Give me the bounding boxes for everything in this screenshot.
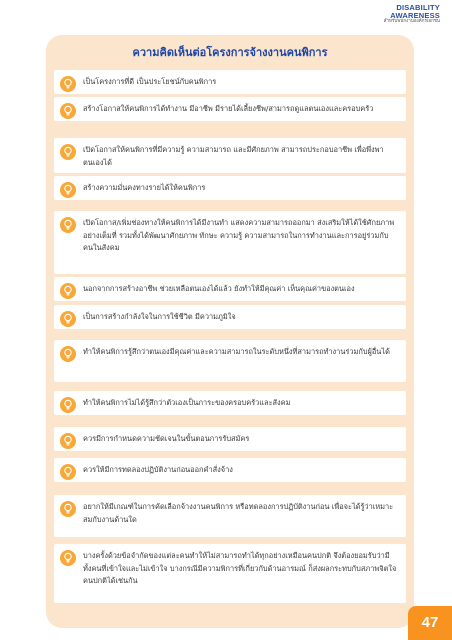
list-item	[54, 176, 406, 200]
list-item-text: บางครั้งด้วยข้อจำกัดของแต่ละคนทำให้ไม่สามารถทำได้ทุกอย่างเหมือนคนปกติ จึงต้องยอมรับว่ามีทั้งคนที่เข้าใจและไม่เข้าใจ บางกรณีมีความพิการที่เกี่ยวกับด้านอารมณ์ ก็ส่งผลกระทบกับสภาพจิตใจคนปกติได้เช่นกัน	[83, 551, 397, 585]
list-item	[54, 391, 406, 415]
lightbulb-icon	[60, 311, 76, 327]
lightbulb-icon	[60, 182, 76, 198]
list-item-text: เปิดโอกาสให้คนพิการที่มีความรู้ ความสามารถ และมีศักยภาพ สามารถประกอบอาชีพ เพื่อพึ่งพาตนเองได้	[83, 145, 384, 167]
list-item	[54, 458, 406, 482]
list-item-text: เป็นโครงการที่ดี เป็นประโยชน์กับคนพิการ	[83, 77, 217, 86]
list-item	[54, 340, 406, 382]
list-item-text: สร้างโอกาสให้คนพิการได้ทำงาน มีอาชีพ มีรายได้เลี้ยงชีพ/สามารถดูแลตนเองและครอบครัว	[83, 104, 374, 113]
lightbulb-icon	[60, 397, 76, 413]
list-item-text: อยากให้มีเกณฑ์ในการคัดเลือกจ้างงานคนพิการ หรือทดลองการปฏิบัติงานก่อน เพื่อจะได้รู้ว่าเหมาะสมกับงานด้านใด	[83, 502, 394, 524]
lightbulb-icon	[60, 550, 76, 566]
brand-line-1: DISABILITY	[396, 3, 440, 12]
lightbulb-icon	[60, 217, 76, 233]
list-item-text: นอกจากการสร้างอาชีพ ช่วยเหลือตนเองได้แล้ว ยังทำให้มีคุณค่า เห็นคุณค่าของตนเอง	[83, 284, 355, 293]
lightbulb-icon	[60, 103, 76, 119]
list-item	[54, 70, 406, 94]
page-number: 47	[408, 606, 452, 640]
content-panel	[46, 35, 414, 628]
lightbulb-icon	[60, 283, 76, 299]
list-item-text: ควรมีการกำหนดความชัดเจนในขั้นตอนการรับสมัคร	[83, 434, 250, 443]
lightbulb-icon	[60, 346, 76, 362]
list-item-text: สร้างความมั่นคงทางรายได้ให้คนพิการ	[83, 183, 206, 192]
lightbulb-icon	[60, 433, 76, 449]
list-item	[54, 138, 406, 173]
list-item	[54, 495, 406, 537]
list-item	[54, 427, 406, 451]
brand-logo	[384, 4, 440, 25]
list-item	[54, 305, 406, 329]
page-title: ความคิดเห็นต่อโครงการจ้างงานคนพิการ	[132, 46, 328, 59]
brand-tagline: สำหรับพนักงานองค์กรเอกชน	[383, 19, 440, 24]
list-item-text: ทำให้คนพิการไม่ได้รู้สึกว่าตัวเองเป็นภาระของครอบครัวและสังคม	[83, 398, 291, 407]
list-item-text: ควรให้มีการทดลองปฏิบัติงานก่อนออกคำสั่งจ้าง	[83, 465, 233, 474]
list-item-text: เป็นการสร้างกำลังใจในการใช้ชีวิต มีความภูมิใจ	[83, 312, 236, 321]
list-item-text: เปิดโอกาส/เพิ่มช่องทางให้คนพิการได้มีงานทำ แสดงความสามารถออกมา ส่งเสริมให้ได้ใช้ศักยภาพอย่างเต็มที่ รวมทั้งได้พัฒนาศักยภาพ ทักษะ ความรู้ ความสามารถในการทำงานและการอยู่ร่วมกับคนในสังคม	[83, 218, 395, 252]
list-item-text: ทำให้คนพิการรู้สึกว่าตนเองมีคุณค่าและความสามารถในระดับหนึ่งที่สามารถทำงานร่วมกับผู้อื่นได้	[83, 347, 390, 356]
lightbulb-icon	[60, 464, 76, 480]
list-item	[54, 97, 406, 121]
lightbulb-icon	[60, 76, 76, 92]
list-item	[54, 277, 406, 301]
list-item	[54, 211, 406, 274]
lightbulb-icon	[60, 144, 76, 160]
list-item	[54, 544, 406, 603]
brand-line-2: AWARENESS	[390, 10, 440, 20]
lightbulb-icon	[60, 501, 76, 517]
